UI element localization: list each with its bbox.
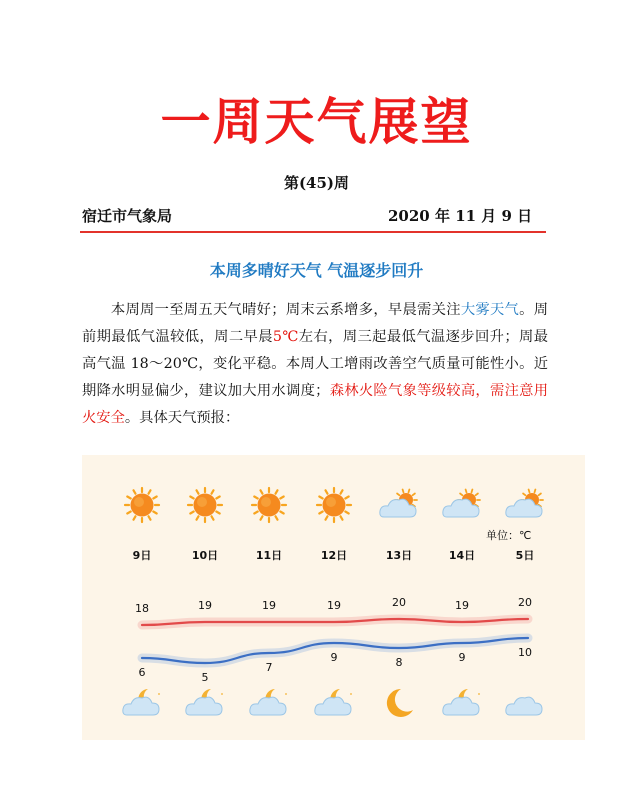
high-temperature-label: 19 [198, 599, 212, 612]
header-divider [80, 231, 546, 233]
high-temperature-label: 19 [455, 599, 469, 612]
high-temperature-label: 20 [392, 596, 406, 609]
issue-number: 第(45)周 [283, 174, 350, 192]
cloud-moon-icon [184, 686, 226, 724]
page-title: 一周天气展望 [160, 93, 473, 151]
day-label: 12日 [320, 549, 348, 562]
cloud-sun-icon [504, 488, 546, 526]
sun-icon [123, 486, 161, 528]
cloud-sun-icon [378, 488, 420, 526]
low-temp-highlight: 5℃ [272, 329, 299, 345]
low-temperature-label: 7 [265, 661, 273, 674]
forecast-panel [82, 455, 585, 740]
day-label: 9日 [132, 549, 152, 562]
cloud-icon [504, 687, 546, 723]
day-label: 10日 [191, 549, 219, 562]
high-temperature-label: 20 [518, 596, 532, 609]
low-temperature-label: 5 [201, 671, 209, 684]
summary-paragraph [82, 297, 548, 432]
cloud-moon-icon [121, 686, 163, 724]
high-temperature-label: 18 [135, 602, 149, 615]
sun-icon [250, 486, 288, 528]
unit-label: 单位：℃ [486, 529, 532, 542]
issue-date: 2020 年 11 月 9 日 [388, 207, 533, 225]
cloud-moon-icon [441, 686, 483, 724]
sun-icon [186, 486, 224, 528]
high-temperature-label: 19 [327, 599, 341, 612]
day-label: 5日 [515, 549, 535, 562]
summary-text-3: 左右，周三起最低气温逐步回升；周最高气温 18～20℃，变化平稳。本周人工增雨改善空气质量可能性小。近期降水明显偏少，建议加大用水调度； [82, 329, 549, 399]
cloud-sun-icon [441, 488, 483, 526]
high-temperature-label: 19 [262, 599, 276, 612]
day-label: 14日 [448, 549, 476, 562]
issuing-organization: 宿迁市气象局 [82, 207, 173, 225]
cloud-moon-icon [313, 686, 355, 724]
day-label: 11日 [255, 549, 283, 562]
low-temperature-label: 9 [330, 651, 338, 664]
summary-text-1: 本周周一至周五天气晴好；周末云系增多，早晨需关注 [110, 302, 461, 318]
cloud-moon-icon [248, 686, 290, 724]
summary-text-4: 。具体天气预报： [124, 410, 240, 426]
moon-icon [382, 686, 416, 724]
summary-text-2: 。周前期最低气温较低，周二早晨 [82, 302, 549, 345]
low-temperature-label: 8 [395, 656, 403, 669]
fog-warning-text: 大雾天气 [460, 302, 520, 318]
low-temperature-label: 6 [138, 666, 146, 679]
fire-risk-warning-text: 森林火险气象等级较高，需注意用火安全 [82, 383, 549, 426]
low-temperature-label: 9 [458, 651, 466, 664]
day-label: 13日 [385, 549, 413, 562]
headline: 本周多晴好天气 气温逐步回升 [209, 261, 424, 280]
sun-icon [315, 486, 353, 528]
low-temperature-label: 10 [518, 646, 532, 659]
